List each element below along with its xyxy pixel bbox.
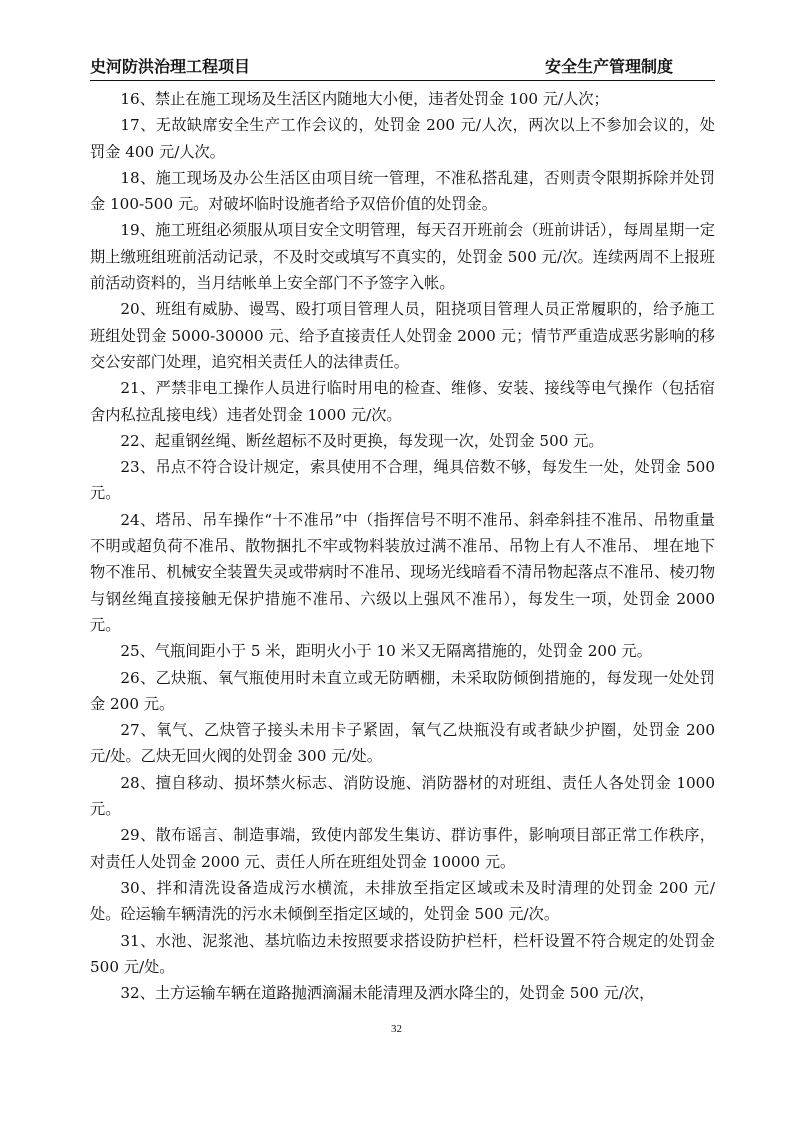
rule-item-25: 25、气瓶间距小于 5 米，距明火小于 10 米又无隔离措施的，处罚金 200 元。 (120, 642, 652, 661)
rule-item-16: 16、禁止在施工现场及生活区内随地大小便，违者处罚金 100 元/人次； (120, 90, 609, 108)
rule-item-26: 26、乙炔瓶、氧气瓶使用时未直立或无防晒棚，未采取防倾倒措施的，每发现一处处罚金 200 元。 (90, 668, 715, 713)
rule-item-31: 31、水池、泥浆池、基坑临边未按照要求搭设防护栏杆，栏杆设置不符合规定的处罚金 500 元/处。 (90, 931, 715, 976)
rule-item-32: 32、土方运输车辆在道路抛洒滴漏未能清理及洒水降尘的，处罚金 500 元/次， (120, 984, 655, 1003)
rule-item-18: 18、施工现场及办公生活区由项目统一管理，不准私搭乱建，否则责令限期拆除并处罚金 100-500 元。对破坏临时设施者给予双倍价值的处罚金。 (90, 168, 715, 214)
rule-item-21: 21、严禁非电工操作人员进行临时用电的检查、维修、安装、接线等电气操作（包括宿舍内私拉乱接电线）违者处罚金 1000 元/次。 (90, 379, 715, 424)
document-title: 安全生产管理制度 (544, 57, 673, 76)
rule-item-20: 20、班组有威胁、谩骂、殴打项目管理人员，阻挠项目管理人员正常履职的，给予施工班组处罚金 5000-30000 元、给予直接责任人处罚金 2000 元；情节严重造成恶劣影响的移交公安部门处理，追究相关责任人的法律责任。 (90, 300, 715, 371)
rule-item-30: 30、拌和清洗设备造成污水横流，未排放至指定区域或未及时清理的处罚金 200 元/处。砼运输车辆清洗的污水未倾倒至指定区域的，处罚金 500 元/次。 (90, 878, 715, 924)
page-header (90, 56, 715, 78)
page-number: 32 (391, 1023, 402, 1035)
rule-item-19: 19、施工班组必须服从项目安全文明管理，每天召开班前会（班前讲话），每周星期一定期上缴班组班前活动记录，不及时交或填写不真实的，处罚金 500 元/次。连续两周不上报班前活动资料的，当月结帐单上安全部门不予签字入帐。 (90, 221, 715, 293)
header-divider (90, 80, 715, 81)
document-body (90, 86, 715, 1006)
project-title: 史河防洪治理工程项目 (90, 57, 251, 76)
rule-item-27: 27、氧气、乙炔管子接头未用卡子紧固，氧气乙炔瓶没有或者缺少护圈，处罚金 200 元/处。乙炔无回火阀的处罚金 300 元/处。 (90, 721, 715, 766)
rule-item-23: 23、吊点不符合设计规定，索具使用不合理，绳具倍数不够，每发生一处，处罚金 500 元。 (90, 458, 715, 503)
rule-item-24: 24、塔吊、吊车操作“十不准吊”中（指挥信号不明不准吊、斜牵斜挂不准吊、吊物重量不明或超负荷不准吊、散物捆扎不牢或物料装放过满不准吊、吊物上有人不准吊、 埋在地下物不准吊、机械安全装置失灵或带病时不准吊、现场光线暗看不清吊物起落点不准吊、棱刃物与钢丝绳直接接触无保护措施不准吊、六级以上强风不准吊），每发生一项，处罚金 2000 元。 (90, 510, 715, 634)
rule-item-29: 29、散布谣言、制造事端，致使内部发生集访、群访事件，影响项目部正常工作秩序，对责任人处罚金 2000 元、责任人所在班组处罚金 10000 元。 (90, 826, 715, 871)
rule-item-17: 17、无故缺席安全生产工作会议的，处罚金 200 元/人次，两次以上不参加会议的，处罚金 400 元/人次。 (90, 116, 715, 161)
rule-item-28: 28、擅自移动、损坏禁火标志、消防设施、消防器材的对班组、责任人各处罚金 1000 元。 (90, 773, 715, 819)
rule-item-22: 22、起重钢丝绳、断丝超标不及时更换，每发现一次，处罚金 500 元。 (120, 431, 604, 450)
